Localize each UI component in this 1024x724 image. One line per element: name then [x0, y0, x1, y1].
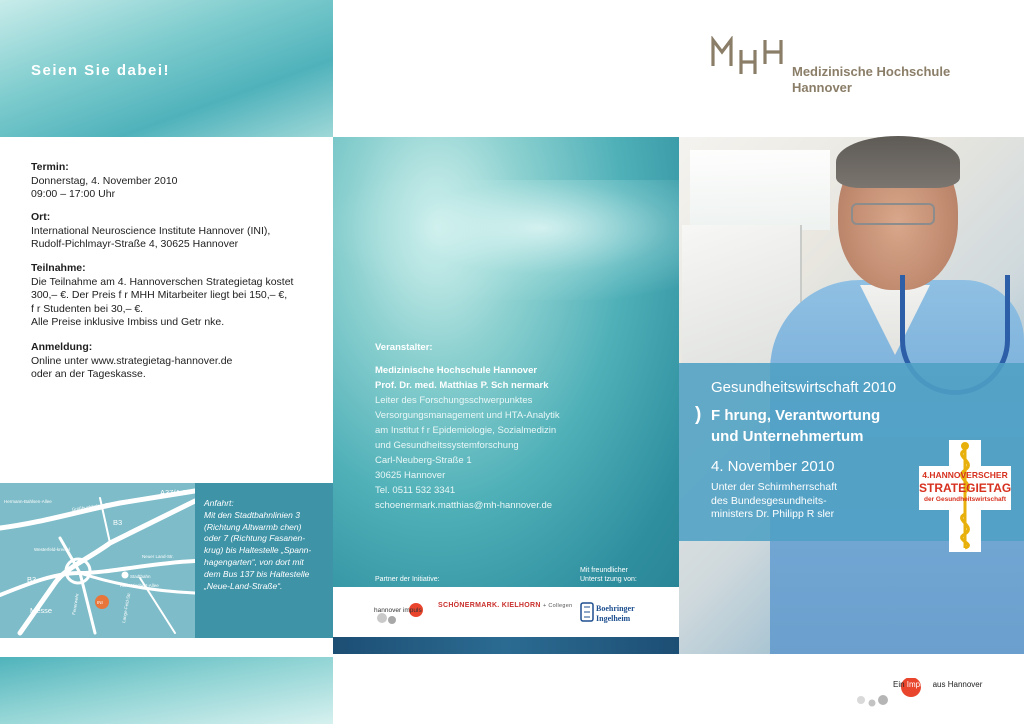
patron-line: ministers Dr. Philipp R sler: [711, 508, 835, 520]
mhh-name-line2: Hannover: [792, 80, 852, 95]
mhh-name-line1: Medizinische Hochschule: [792, 64, 951, 79]
directions-line: hagengarten“, von dort mit: [204, 556, 304, 567]
hannover-impuls-logo: [368, 598, 438, 628]
photo-hair: [836, 136, 960, 188]
support-label: [580, 567, 670, 584]
tagline: Seien Sie dabei!: [31, 62, 171, 79]
info-teilnahme: [31, 262, 321, 330]
map-label-street: Hermann-Bahlsen-Allee: [4, 499, 52, 504]
teilnahme-line: Die Teilnahme am 4. Hannoverschen Strategietag kostet: [31, 275, 294, 288]
center-panel-glow: [333, 180, 679, 300]
support-line: Unterst tzung von:: [580, 575, 637, 583]
title-main-line2: und Unternehmertum: [711, 428, 864, 445]
info-anmeldung: [31, 341, 321, 382]
map-label-street: Lange-Feld-Str.: [121, 591, 132, 624]
ort-venue: International Neuroscience Institute Hannover (INI),: [31, 224, 271, 237]
strategietag-badge: [919, 440, 1011, 552]
title-date: 4. November 2010: [711, 458, 835, 475]
organizer-phone: Tel. 0511 532 3341: [375, 485, 456, 496]
organizer-line: Carl-Neuberg-Straße 1: [375, 455, 472, 466]
directions-line: dem Bus 137 bis Haltestelle: [204, 568, 310, 579]
boehringer-line2: Ingelheim: [596, 614, 631, 623]
teilnahme-line: 300,– €. Der Preis f r MHH Mitarbeiter liegt bei 150,– €,: [31, 289, 288, 301]
patron-line: des Bundesgesundheits-: [711, 494, 827, 507]
map-label-b3: B3: [27, 575, 37, 584]
partner-label: Partner der Initiative:: [375, 576, 440, 583]
support-line: Mit freundlicher: [580, 567, 628, 574]
anmeldung-heading: Anmeldung:: [31, 341, 93, 353]
boehringer-line1: Boehringer: [596, 604, 635, 613]
title-main-line1: F hrung, Verantwortung: [711, 407, 881, 424]
teilnahme-line: f r Studenten bei 30,– €.: [31, 302, 144, 315]
organizer-heading: Veranstalter:: [375, 342, 433, 353]
anmeldung-line: oder an der Tageskasse.: [31, 368, 146, 380]
organizer-block: [375, 340, 665, 513]
organizer-org: Medizinische Hochschule Hannover: [375, 365, 538, 376]
slogan-impuls: Impuls: [906, 680, 931, 689]
mhh-logo-name: [792, 64, 992, 96]
info-termin: [31, 161, 321, 202]
map-label-messe: Messe: [30, 606, 53, 615]
map-marker-ini: INI: [97, 600, 103, 605]
slogan-post: aus Hannover: [932, 680, 983, 689]
map-label-street: Karl-Wiechert-Allee: [120, 583, 159, 588]
badge-line1: 4.HANNOVERSCHER: [922, 470, 1008, 480]
organizer-line: Versorgungsmanagement und HTA-Analytik: [375, 410, 560, 421]
partner-strip-bar: [333, 637, 679, 654]
hannover-impuls-text: hannover impuls: [374, 607, 422, 614]
organizer-line: Leiter des Forschungsschwerpunktes: [375, 395, 533, 406]
ort-address: Rudolf-Pichlmayr-Straße 4, 30625 Hannover: [31, 238, 239, 250]
schoenermark-suffix: + Collegen: [543, 603, 573, 609]
center-bottom-blank: [333, 654, 679, 724]
slogan-logo: [855, 678, 1024, 708]
organizer-email[interactable]: schoenermark.matthias@mh-hannover.de: [375, 500, 553, 511]
directions-line: krug) bis Haltestelle „Spann-: [204, 545, 312, 556]
slogan-text: [893, 680, 982, 689]
schoenermark-text: SCHÖNERMARK. KIELHORN: [438, 602, 541, 609]
map-label-street: Großbuchholzer Str.: [71, 501, 113, 512]
map-label-street: Westerfeld-kreisel: [34, 547, 70, 552]
directions-line: „Neue-Land-Straße“.: [204, 580, 283, 591]
teilnahme-line: Alle Preise inklusive Imbiss und Getr nke.: [31, 316, 225, 328]
termin-heading: Termin:: [31, 161, 69, 173]
map-label-a37: A37/A 2: [160, 488, 187, 497]
info-ort: [31, 211, 321, 252]
termin-date: Donnerstag, 4. November 2010: [31, 174, 178, 187]
slogan-pre: Ein: [893, 680, 905, 689]
title-patron: [711, 481, 891, 522]
map-label-street: Feuerwehr: [71, 593, 80, 616]
title-main: [711, 405, 941, 447]
photo-window: [690, 150, 830, 230]
badge-line3: der Gesundheitswirtschaft: [924, 496, 1006, 503]
directions-heading: Anfahrt:: [204, 498, 234, 508]
organizer-person: Prof. Dr. med. Matthias P. Sch nermark: [375, 380, 549, 391]
ort-heading: Ort:: [31, 211, 51, 223]
directions-text: [204, 498, 328, 592]
badge-line2: STRATEGIETAG: [919, 481, 1012, 495]
patron-line: Unter der Schirmherrschaft: [711, 481, 838, 493]
location-map: [0, 483, 195, 638]
photo-glasses: [851, 203, 935, 225]
mhh-logo-mark: [711, 36, 785, 76]
organizer-line: und Gesundheitssystemforschung: [375, 440, 519, 451]
title-year: Gesundheitswirtschaft 2010: [711, 379, 897, 396]
directions-line: (Richtung Altwarmb chen): [204, 521, 302, 532]
title-arrow-icon: ): [695, 404, 702, 425]
bottom-left-teal-band: [0, 657, 333, 724]
anmeldung-url[interactable]: Online unter www.strategietag-hannover.de: [31, 354, 233, 367]
map-label-street: Stadtbahn: [130, 574, 151, 579]
organizer-line: am Institut f r Epidemiologie, Sozialmedizin: [375, 425, 557, 436]
center-top-blank: [333, 0, 679, 137]
map-label-b3: B3: [113, 518, 123, 527]
map-label-street: Neuer Land-Str.: [142, 554, 174, 559]
directions-line: Mit den Stadtbahnlinien 3: [204, 509, 300, 520]
teilnahme-heading: Teilnahme:: [31, 262, 86, 274]
termin-time: 09:00 – 17:00 Uhr: [31, 188, 116, 200]
directions-line: oder 7 (Richtung Fasanen-: [204, 533, 306, 544]
boehringer-ingelheim-logo: [580, 600, 650, 626]
organizer-line: 30625 Hannover: [375, 470, 446, 481]
schoenermark-logo: [438, 602, 572, 609]
